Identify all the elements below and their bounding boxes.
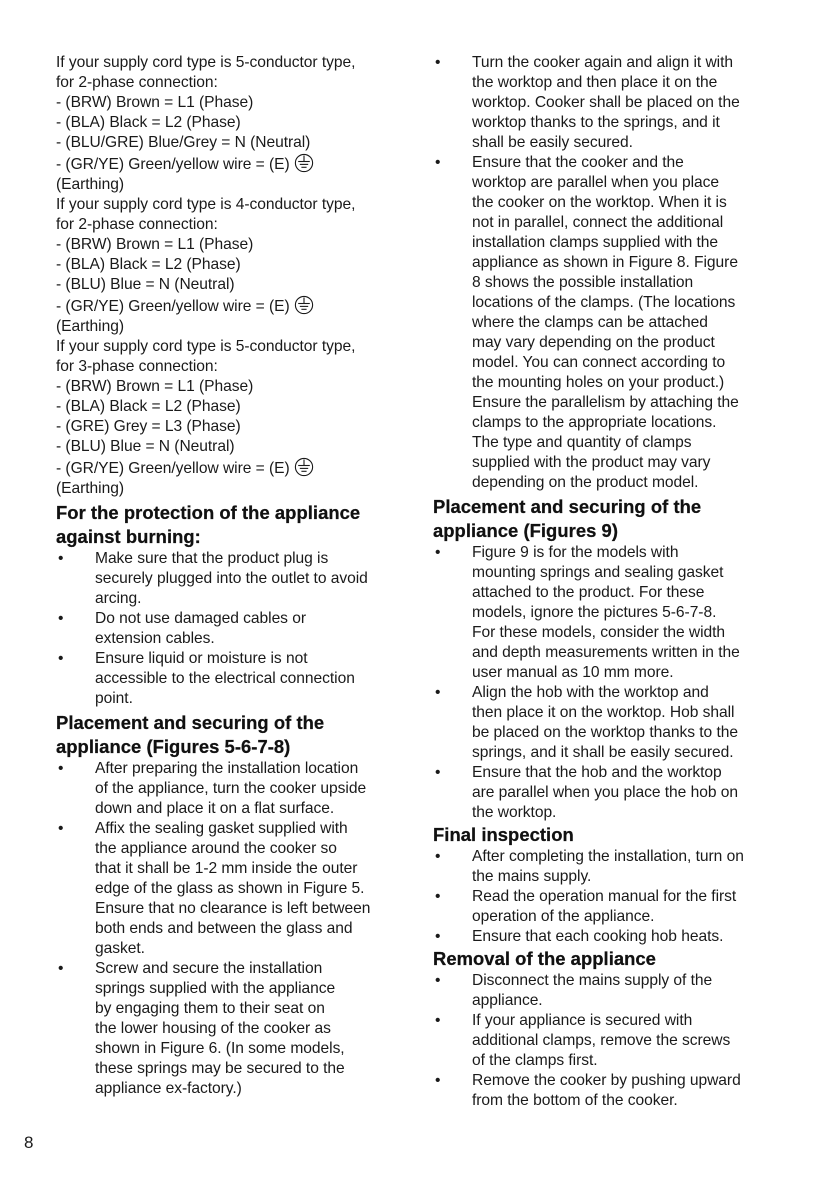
bullet-dot: • [435,928,441,945]
bullet-text-line: If your appliance is secured with [472,1012,693,1029]
bullet-text-line: additional clamps, remove the screws [472,1032,731,1049]
bullet-item [433,763,793,823]
bullet-item [56,649,416,709]
bullet-text-line: Ensure that no clearance is left between [95,900,371,917]
earth-ground-icon [294,295,314,315]
bullet-text-line: are parallel when you place the hob on [472,784,738,801]
wiring-text: - (GR/YE) Green/yellow wire = (E) [56,298,290,315]
bullet-item [433,543,793,683]
bullet-dot: • [435,1072,441,1089]
bullet-dot: • [58,760,64,777]
bullet-item [56,959,416,1099]
bullet-text-line: springs supplied with the appliance [95,980,336,997]
bullet-text-line: After completing the installation, turn on [472,848,744,865]
bullet-text-line: Turn the cooker again and align it with [472,54,733,71]
wiring-line: - (BRW) Brown = L1 (Phase) [56,236,254,253]
wiring-line: - (BRW) Brown = L1 (Phase) [56,378,254,395]
bullet-text-line: and depth measurements written in the [472,644,740,661]
wiring-line: - (BLU) Blue = N (Neutral) [56,276,235,293]
bullet-text-line: the worktop. [472,804,557,821]
bullet-text-line: For these models, consider the width [472,624,726,641]
bullet-text-line: securely plugged into the outlet to avoid [95,570,368,587]
section-heading: appliance (Figures 9) [433,520,619,541]
bullet-text-line: model. You can connect according to [472,354,726,371]
bullet-text-line: the mains supply. [472,868,592,885]
bullet-text-line: extension cables. [95,630,215,647]
wiring-line: (Earthing) [56,176,124,193]
bullet-text-line: attached to the product. For these [472,584,705,601]
bullet-text-line: 8 shows the possible installation [472,274,694,291]
bullet-item [433,53,793,153]
bullet-text-line: arcing. [95,590,142,607]
bullet-text-line: Align the hob with the worktop and [472,684,709,701]
wiring-line: - (BRW) Brown = L1 (Phase) [56,94,254,111]
wiring-line: If your supply cord type is 4-conductor type, [56,196,356,213]
bullet-text-line: appliance as shown in Figure 8. Figure [472,254,738,271]
bullet-text-line: worktop thanks to the springs, and it [472,114,720,131]
bullet-item [433,683,793,763]
bullet-dot: • [435,154,441,171]
bullet-text-line: installation clamps supplied with the [472,234,719,251]
bullet-text-line: from the bottom of the cooker. [472,1092,678,1109]
wiring-line: - (BLU) Blue = N (Neutral) [56,438,235,455]
bullet-dot: • [435,684,441,701]
wiring-line: for 2-phase connection: [56,74,218,91]
section-heading: appliance (Figures 5-6-7-8) [56,736,291,757]
bullet-dot: • [58,960,64,977]
bullet-text-line: appliance ex-factory.) [95,1080,242,1097]
section-heading: Final inspection [433,824,574,845]
wiring-line [56,153,416,175]
bullet-item [433,887,793,927]
bullet-dot: • [58,650,64,667]
bullet-text-line: gasket. [95,940,145,957]
bullet-text-line: Screw and secure the installation [95,960,323,977]
bullet-text-line: the cooker on the worktop. When it is [472,194,727,211]
section-heading: against burning: [56,526,201,547]
bullet-item [433,1071,793,1111]
bullet-item [433,1011,793,1071]
wiring-line: - (BLU/GRE) Blue/Grey = N (Neutral) [56,134,311,151]
bullet-text-line: down and place it on a flat surface. [95,800,335,817]
wiring-text: - (GR/YE) Green/yellow wire = (E) [56,156,290,173]
bullet-text-line: models, ignore the pictures 5-6-7-8. [472,604,717,621]
bullet-dot: • [435,54,441,71]
bullet-text-line: clamps to the appropriate locations. [472,414,717,431]
bullet-text-line: supplied with the product may vary [472,454,711,471]
section-heading: Placement and securing of the [56,712,325,733]
bullet-item [433,971,793,1011]
wiring-line: - (BLA) Black = L2 (Phase) [56,114,241,131]
bullet-text-line: springs, and it shall be easily secured. [472,744,734,761]
bullet-text-line: that it shall be 1-2 mm inside the outer [95,860,358,877]
bullet-text-line: may vary depending on the product [472,334,715,351]
wiring-line: for 3-phase connection: [56,358,218,375]
bullet-text-line: Make sure that the product plug is [95,550,329,567]
bullet-text-line: the lower housing of the cooker as [95,1020,331,1037]
left-column [56,53,416,1099]
bullet-text-line: of the clamps first. [472,1052,598,1069]
bullet-item [56,819,416,959]
section-heading: Removal of the appliance [433,948,656,969]
bullet-text-line: Figure 9 is for the models with [472,544,679,561]
section-heading: Placement and securing of the [433,496,702,517]
bullet-dot: • [435,1012,441,1029]
bullet-dot: • [435,764,441,781]
bullet-text-line: locations of the clamps. (The locations [472,294,736,311]
bullet-dot: • [58,550,64,567]
bullet-item [56,609,416,649]
bullet-text-line: shown in Figure 6. (In some models, [95,1040,345,1057]
bullet-text-line: appliance. [472,992,543,1009]
bullet-text-line: of the appliance, turn the cooker upside [95,780,367,797]
bullet-text-line: operation of the appliance. [472,908,655,925]
wiring-line: If your supply cord type is 5-conductor type, [56,338,356,355]
bullet-text-line: The type and quantity of clamps [472,434,692,451]
bullet-dot: • [435,848,441,865]
bullet-text-line: Read the operation manual for the first [472,888,737,905]
bullet-text-line: worktop. Cooker shall be placed on the [472,94,740,111]
bullet-text-line: both ends and between the glass and [95,920,353,937]
bullet-dot: • [435,972,441,989]
bullet-text-line: not in parallel, connect the additional [472,214,724,231]
page-number: 8 [24,1133,34,1152]
bullet-item [433,847,793,887]
earth-ground-icon [294,457,314,477]
wiring-line [56,457,416,479]
right-column [433,53,793,1111]
bullet-text-line: Do not use damaged cables or [95,610,306,627]
bullet-text-line: Ensure that the hob and the worktop [472,764,722,781]
wiring-line: (Earthing) [56,480,124,497]
wiring-line: - (BLA) Black = L2 (Phase) [56,398,241,415]
bullet-text-line: then place it on the worktop. Hob shall [472,704,735,721]
bullet-item [433,153,793,493]
bullet-text-line: Ensure that the cooker and the [472,154,684,171]
bullet-item [433,927,793,947]
bullet-dot: • [435,544,441,561]
bullet-text-line: Affix the sealing gasket supplied with [95,820,348,837]
bullet-text-line: be placed on the worktop thanks to the [472,724,738,741]
bullet-text-line: worktop are parallel when you place [472,174,720,191]
bullet-text-line: the worktop and then place it on the [472,74,718,91]
bullet-dot: • [58,820,64,837]
section-heading: For the protection of the appliance [56,502,361,523]
wiring-text: - (GR/YE) Green/yellow wire = (E) [56,460,290,477]
bullet-text-line: Disconnect the mains supply of the [472,972,713,989]
bullet-text-line: these springs may be secured to the [95,1060,345,1077]
bullet-text-line: accessible to the electrical connection [95,670,355,687]
bullet-text-line: Ensure liquid or moisture is not [95,650,308,667]
earth-ground-icon [294,153,314,173]
wiring-line [56,295,416,317]
bullet-text-line: mounting springs and sealing gasket [472,564,724,581]
bullet-dot: • [58,610,64,627]
bullet-text-line: the appliance around the cooker so [95,840,337,857]
bullet-text-line: After preparing the installation location [95,760,359,777]
bullet-text-line: depending on the product model. [472,474,699,491]
bullet-text-line: Remove the cooker by pushing upward [472,1072,741,1089]
bullet-text-line: shall be easily secured. [472,134,633,151]
wiring-line: (Earthing) [56,318,124,335]
wiring-line: If your supply cord type is 5-conductor type, [56,54,356,71]
wiring-line: - (GRE) Grey = L3 (Phase) [56,418,241,435]
bullet-text-line: where the clamps can be attached [472,314,708,331]
bullet-text-line: user manual as 10 mm more. [472,664,674,681]
bullet-text-line: by engaging them to their seat on [95,1000,325,1017]
wiring-line: - (BLA) Black = L2 (Phase) [56,256,241,273]
bullet-text-line: point. [95,690,133,707]
wiring-line: for 2-phase connection: [56,216,218,233]
bullet-text-line: Ensure that each cooking hob heats. [472,928,724,945]
bullet-text-line: Ensure the parallelism by attaching the [472,394,739,411]
bullet-item [56,549,416,609]
bullet-item [56,759,416,819]
bullet-text-line: edge of the glass as shown in Figure 5. [95,880,365,897]
bullet-text-line: the mounting holes on your product.) [472,374,725,391]
bullet-dot: • [435,888,441,905]
